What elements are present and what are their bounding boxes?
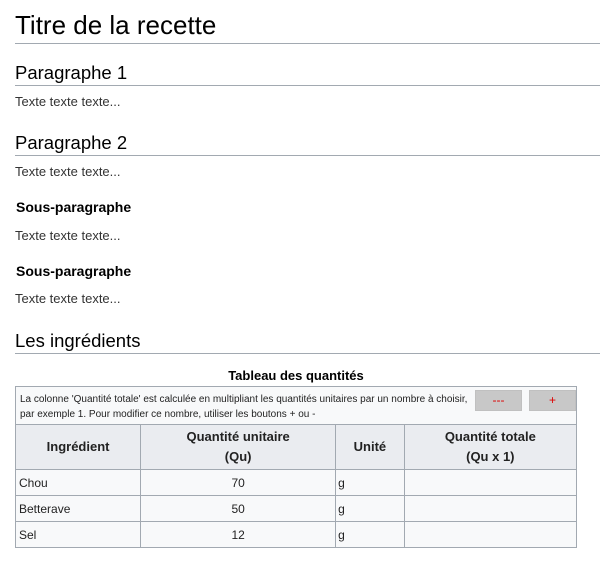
table-row bbox=[16, 496, 577, 522]
decrease-multiplier-button[interactable]: --- bbox=[475, 390, 522, 411]
table-note-cell bbox=[16, 387, 577, 425]
cell-ingredient: Sel bbox=[16, 522, 141, 548]
column-header-unit-quantity bbox=[141, 425, 336, 470]
column-header-unit bbox=[336, 425, 405, 470]
cell-unit-quantity: 50 bbox=[141, 496, 336, 522]
column-header-unit-label: Unité bbox=[353, 439, 387, 454]
ingredients-heading: Les ingrédients bbox=[15, 330, 600, 354]
section-heading-paragraphe-2: Paragraphe 2 bbox=[15, 132, 600, 156]
cell-unit-quantity: 70 bbox=[141, 470, 336, 496]
cell-total-quantity bbox=[404, 470, 576, 496]
subsection-text-1: Texte texte texte... bbox=[15, 228, 121, 243]
table-header-row bbox=[16, 425, 577, 470]
cell-unit-quantity: 12 bbox=[141, 522, 336, 548]
section-text-paragraphe-2: Texte texte texte... bbox=[15, 164, 121, 179]
cell-total-quantity bbox=[404, 522, 576, 548]
column-header-total-quantity-sublabel: (Qu x 1) bbox=[466, 449, 515, 464]
cell-unit: g bbox=[336, 522, 405, 548]
column-header-unit-quantity-label: Quantité unitaire bbox=[186, 429, 290, 444]
column-header-total-quantity bbox=[404, 425, 576, 470]
table-row bbox=[16, 522, 577, 548]
cell-unit: g bbox=[336, 470, 405, 496]
cell-total-quantity bbox=[404, 496, 576, 522]
table-row bbox=[16, 470, 577, 496]
subsection-heading-2: Sous-paragraphe bbox=[16, 263, 132, 279]
column-header-total-quantity-label: Quantité totale bbox=[444, 429, 536, 444]
subsection-heading-1: Sous-paragraphe bbox=[16, 199, 132, 215]
cell-ingredient: Betterave bbox=[16, 496, 141, 522]
column-header-unit-quantity-sublabel: (Qu) bbox=[224, 449, 252, 464]
table-note-row bbox=[16, 387, 577, 425]
column-header-ingredient bbox=[16, 425, 141, 470]
page-title: Titre de la recette bbox=[15, 10, 600, 44]
column-header-ingredient-label: Ingrédient bbox=[46, 439, 110, 454]
quantities-table bbox=[15, 386, 577, 548]
table-note: La colonne 'Quantité totale' est calculée en multipliant les quantités unitaires par un nombre à choisir, par exemple 1. Pour modifier ce nombre, utiliser les boutons + ou - bbox=[20, 394, 468, 420]
section-heading-paragraphe-1: Paragraphe 1 bbox=[15, 62, 600, 86]
table-caption: Tableau des quantités bbox=[228, 368, 364, 383]
increase-multiplier-button[interactable]: + bbox=[529, 390, 576, 411]
cell-ingredient: Chou bbox=[16, 470, 141, 496]
cell-unit: g bbox=[336, 496, 405, 522]
section-text-paragraphe-1: Texte texte texte... bbox=[15, 94, 121, 109]
subsection-text-2: Texte texte texte... bbox=[15, 291, 121, 306]
